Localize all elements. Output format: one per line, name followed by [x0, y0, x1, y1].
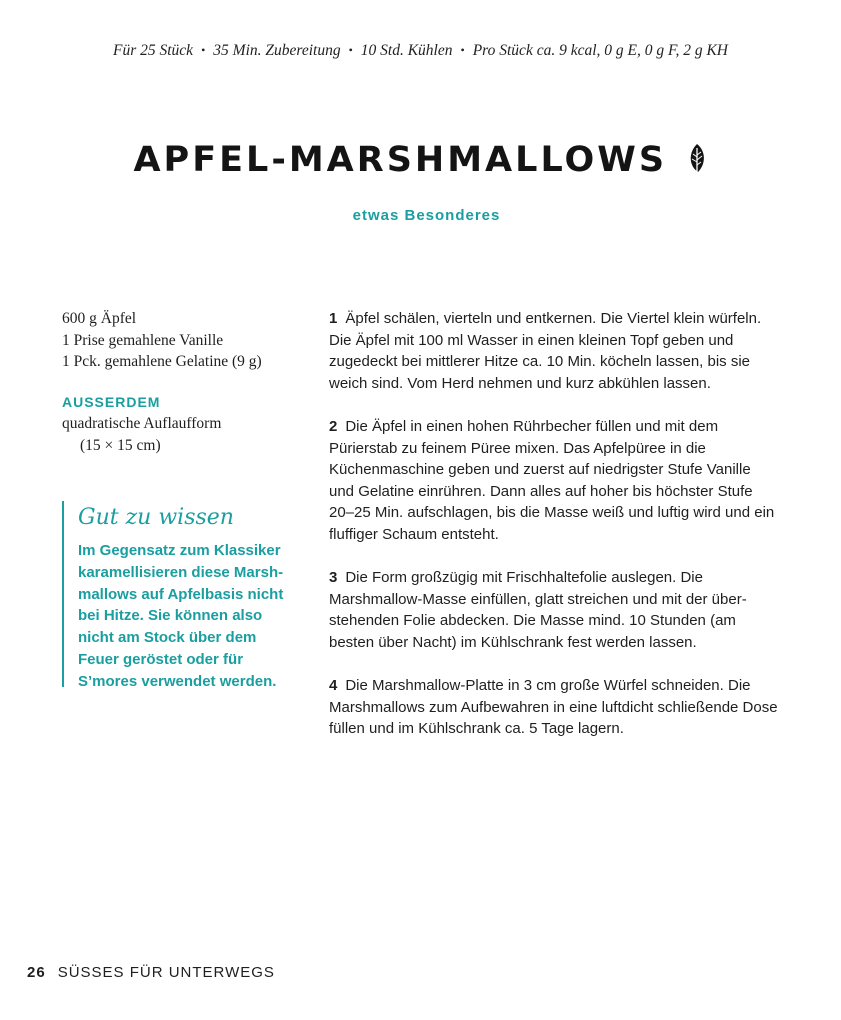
tip-text: Im Gegensatz zum Klassiker karamellisieren diese Marshmallows auf Apfelbasis nicht bei Hitze. Sie können also nicht am Stock über dem Feuer geröstet oder für S’mores verwendet werden. [78, 542, 284, 690]
section-title: SÜSSES FÜR UNTERWEGS [57, 964, 275, 981]
extra-item: quadratische Auflaufform [62, 415, 222, 432]
step-item [329, 308, 779, 394]
step-number: 1 [329, 310, 338, 327]
step-text: Die Marshmallow-Platte in 3 cm große Würfel schneiden. Die Marshmallows zum Aufbewahren in eine luftdicht schließende Dose füllen und im Kühlschrank ca. 5 Tage lagern. [329, 677, 778, 738]
prep-time: 35 Min. Zubereitung [213, 42, 341, 59]
title-row [0, 140, 841, 180]
step-item [329, 567, 779, 653]
nutrition: Pro Stück ca. 9 kcal, 0 g E, 0 g F, 2 g KH [472, 42, 728, 59]
step-text: Die Äpfel in einen hohen Rührbecher füllen und mit dem Pürierstab zu feinem Püree mixen. Das Apfelpüree in die Küchenmaschine geben und zuerst auf niedrigster Stufe Vanille und Gelatine einrühren. Dann alles auf hoher bis höchster Stufe 20–25 Min. aufschlagen, bis die Masse weiß und luftig wird und ein fluffiger Schaum entsteht. [329, 417, 775, 543]
step-number: 4 [329, 677, 338, 695]
ingredient-item: 600 g Äpfel [62, 310, 137, 327]
recipe-category: etwas Besonderes [352, 207, 501, 224]
separator-dot: • [460, 43, 465, 57]
extra-item-size: (15 × 15 cm) [80, 436, 161, 454]
recipe-title: APFEL-MARSHMALLOWS [133, 140, 668, 180]
steps-list [329, 308, 779, 761]
ingredient-item: 1 Prise gemahlene Vanille [62, 331, 224, 349]
recipe-meta [0, 42, 841, 60]
step-number: 2 [329, 417, 338, 435]
ingredient-item: 1 Pck. gemahlene Gelatine (9 g) [62, 353, 262, 370]
cool-time: 10 Std. Kühlen [360, 42, 453, 59]
leaf-icon [686, 142, 708, 178]
step-text: Äpfel schälen, vierteln und entkernen. Die Viertel klein würfeln. Die Äpfel mit 100 ml Wasser in einen kleinen Topf geben und zugedeckt bei mittlerer Hitze ca. 10 Min. köcheln lassen, bis sie weich sind. Vom Herd nehmen und kurz abkühlen lassen. [329, 310, 762, 392]
separator-dot: • [348, 43, 353, 57]
page-number: 26 [27, 964, 46, 981]
step-text: Die Form großzügig mit Frischhaltefolie auslegen. Die Marshmallow-Masse einfüllen, glatt streichen und mit der überstehenden Folie abdecken. Die Masse mind. 10 Stunden (am besten über Nacht) im Kühlschrank fest werden lassen. [329, 569, 747, 651]
tip-title: Gut zu wissen [78, 505, 234, 530]
servings: Für 25 Stück [113, 42, 194, 59]
ingredients-list [62, 308, 302, 456]
step-item [329, 675, 779, 740]
step-item [329, 416, 779, 546]
tip-box [62, 501, 294, 690]
page-footer [27, 964, 275, 981]
separator-dot: • [201, 43, 206, 57]
extra-heading: AUSSERDEM [62, 393, 161, 410]
step-number: 3 [329, 569, 338, 587]
